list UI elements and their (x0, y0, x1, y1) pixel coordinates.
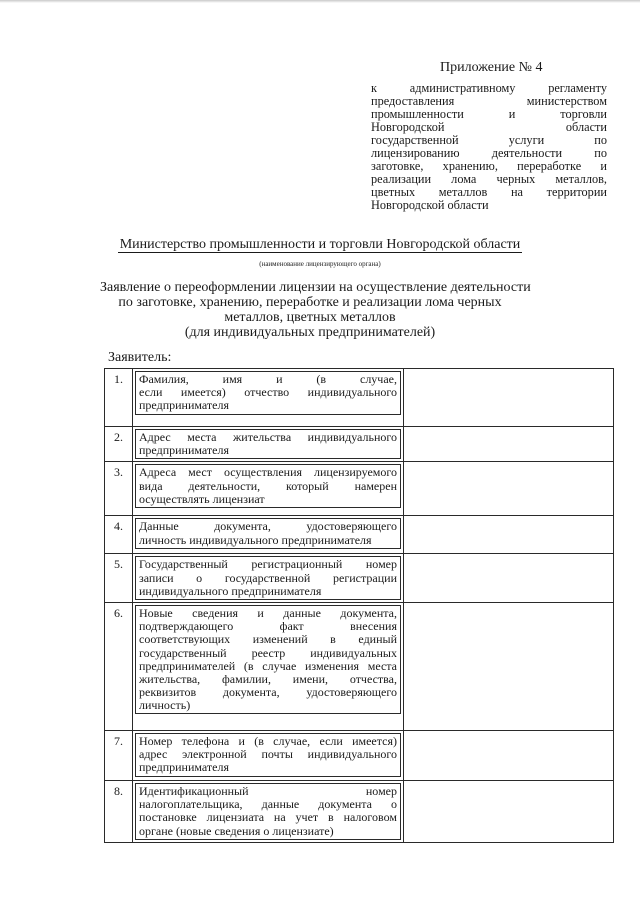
row-value-field[interactable] (404, 516, 614, 554)
row-description-line: жительства, фамилии, имени, отчества, (139, 671, 397, 686)
row-description-line: личность) (139, 698, 191, 713)
row-description-cell (133, 602, 404, 730)
row-description-line: государственный реестр индивидуальных (139, 645, 397, 660)
appendix-line: государственной услуги по (371, 133, 607, 147)
row-number: 3. (105, 462, 133, 516)
row-description-line: реквизитов документа, удостоверяющего (139, 685, 397, 700)
row-description-line: предпринимателя (139, 443, 229, 458)
row-description-line: индивидуального предпринимателя (139, 583, 322, 598)
appendix-line: заготовке, хранению, переработке и (371, 159, 607, 173)
row-description-line: налогоплательщика, данные документа о (139, 797, 397, 812)
row-description-cell (133, 730, 404, 780)
row-number: 6. (105, 602, 133, 730)
form-row (105, 369, 614, 427)
row-description-line: предпринимателя (139, 398, 229, 413)
applicant-label: Заявитель: (108, 350, 172, 365)
row-description (135, 733, 401, 777)
row-description-line: соответствующих изменений в единый (139, 632, 397, 647)
statement-title-line: Заявление о переоформлении лицензии на осуществление деятельности (100, 280, 531, 295)
row-description (135, 518, 401, 548)
licensing-authority-name (0, 237, 640, 253)
form-row (105, 780, 614, 842)
row-description-line: Новые сведения и данные документа, (139, 605, 397, 620)
scan-edge (0, 0, 640, 3)
row-number: 7. (105, 730, 133, 780)
statement-title-line: по заготовке, хранению, переработке и реализации лома черных (118, 295, 502, 310)
row-description-line: органе (новые сведения о лицензиате) (139, 823, 334, 838)
row-description (135, 464, 401, 508)
row-description-cell (133, 369, 404, 427)
row-value-field[interactable] (404, 730, 614, 780)
form-row (105, 554, 614, 603)
row-value-field[interactable] (404, 554, 614, 603)
appendix-line: цветных металлов на территории (371, 185, 607, 199)
appendix-text (371, 82, 607, 212)
row-description (135, 783, 401, 840)
row-description-line: Номер телефона и (в случае, если имеется) (139, 733, 397, 748)
row-number: 5. (105, 554, 133, 603)
licensing-authority-text: Министерство промышленности и торговли Новгородской области (119, 237, 521, 252)
appendix-line: Новгородской области (371, 198, 489, 212)
row-description (135, 429, 401, 459)
row-description-cell (133, 516, 404, 554)
row-description-line: адрес электронной почты индивидуального (139, 747, 397, 762)
row-description (135, 371, 401, 415)
row-description-line: предпринимателя (139, 760, 229, 775)
row-description (135, 556, 401, 600)
row-number: 4. (105, 516, 133, 554)
statement-title-line: (для индивидуальных предпринимателей) (184, 325, 436, 340)
appendix-line: к административному регламенту (371, 81, 607, 95)
row-description-line: предпринимателей (в случае изменения места (139, 658, 397, 673)
row-description-line: вида деятельности, который намерен (139, 478, 397, 493)
applicant-form-table (104, 368, 614, 843)
row-value-field[interactable] (404, 780, 614, 842)
form-row (105, 602, 614, 730)
appendix-line: промышленности и торговли (371, 107, 607, 121)
licensing-authority-caption: (наименование лицензирующего органа) (259, 260, 381, 268)
row-description-cell (133, 780, 404, 842)
appendix-line: лицензированию деятельности по (371, 146, 607, 160)
row-value-field[interactable] (404, 462, 614, 516)
appendix-line: Новгородской области (371, 120, 607, 134)
statement-title (100, 280, 531, 340)
row-description-line: Данные документа, удостоверяющего (139, 519, 397, 534)
row-description-line: Адрес места жительства индивидуального (139, 430, 397, 444)
row-value-field[interactable] (404, 427, 614, 462)
row-number: 1. (105, 369, 133, 427)
row-description-line: осуществлять лицензиат (139, 491, 265, 506)
appendix-line: предоставления министерством (371, 94, 607, 108)
form-row (105, 730, 614, 780)
row-description-line: записи о государственной регистрации (139, 570, 397, 585)
row-description-line: подтверждающего факт внесения (139, 619, 397, 634)
row-description-line: личность индивидуального предпринимателя (139, 532, 372, 547)
row-description-line: Идентификационный номер (139, 783, 397, 798)
appendix-line: реализации лома черных металлов, (371, 172, 607, 186)
form-row (105, 516, 614, 554)
row-value-field[interactable] (404, 602, 614, 730)
row-value-field[interactable] (404, 369, 614, 427)
row-description-cell (133, 554, 404, 603)
row-number: 8. (105, 780, 133, 842)
form-row (105, 462, 614, 516)
row-description-line: Фамилия, имя и (в случае, (139, 372, 397, 386)
row-description-line: постановке лицензиата на учет в налоговом (139, 810, 397, 825)
form-row (105, 427, 614, 462)
row-description-line: Адреса мест осуществления лицензируемого (139, 465, 397, 480)
appendix-title: Приложение № 4 (440, 60, 543, 75)
row-description (135, 605, 401, 715)
row-description-line: Государственный регистрационный номер (139, 557, 397, 572)
row-description-line: если имеется) отчество индивидуального (139, 385, 397, 400)
row-description-cell (133, 427, 404, 462)
row-description-cell (133, 462, 404, 516)
row-number: 2. (105, 427, 133, 462)
statement-title-line: металлов, цветных металлов (224, 310, 396, 325)
